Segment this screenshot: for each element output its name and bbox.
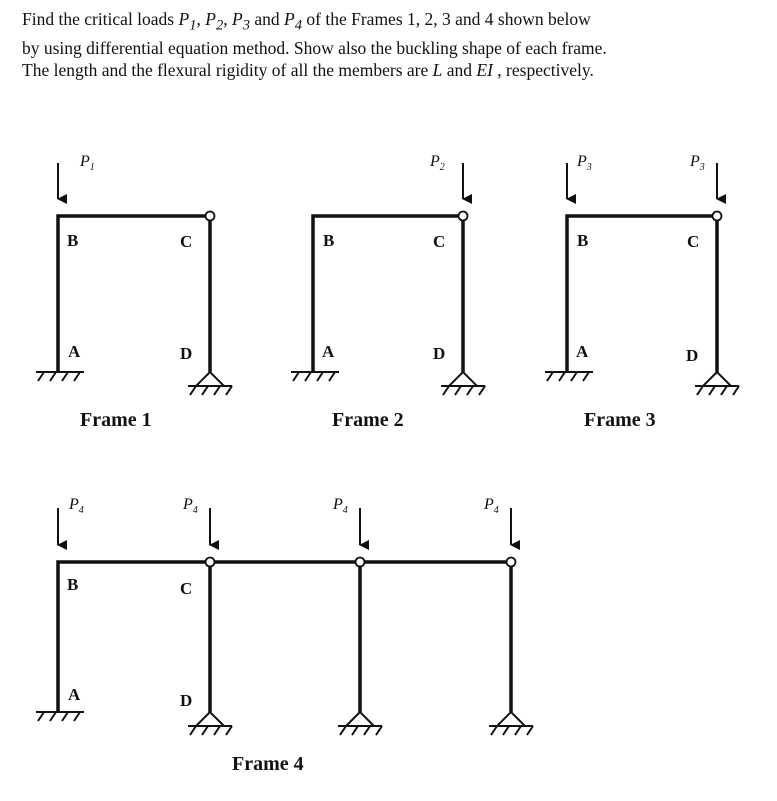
hinge-4 xyxy=(507,558,516,567)
node-c: C xyxy=(180,579,193,598)
load-label-p2: $P_2$ xyxy=(430,153,445,173)
node-a: A xyxy=(68,342,81,361)
node-a: A xyxy=(68,685,81,704)
node-c: C xyxy=(433,232,446,251)
fixed-support-a xyxy=(545,372,593,381)
pin-support-3 xyxy=(338,712,382,735)
load-label-p3-b: $P_3$ xyxy=(577,153,592,173)
node-b: B xyxy=(67,575,79,594)
fixed-support-a xyxy=(36,712,84,721)
frame-2 xyxy=(291,153,485,431)
node-d: D xyxy=(433,344,446,363)
problem-line-3: The length and the flexural rigidity of all the members are L and EI , respectively. xyxy=(22,59,594,80)
frame-4-beam xyxy=(58,562,511,712)
hinge-3 xyxy=(356,558,365,567)
frame-4-title: Frame 4 xyxy=(232,753,304,775)
fixed-support-a xyxy=(291,372,339,381)
fixed-support-a xyxy=(36,372,84,381)
load-label-p4-c: $P_4$ xyxy=(183,496,198,516)
node-c: C xyxy=(687,232,700,251)
node-a: A xyxy=(576,342,589,361)
load-label-p1: $P_1$ xyxy=(80,153,95,173)
node-d: D xyxy=(180,691,193,710)
pin-support-d xyxy=(441,372,485,395)
hinge-c xyxy=(206,212,215,221)
frame-3-title: Frame 3 xyxy=(584,409,656,431)
problem-line-1: Find the critical loads $P_1$, $P_2$, $P_3$ and $P_4$ of the Frames 1, 2, 3 and 4 shown below xyxy=(22,9,591,34)
hinge-c xyxy=(206,558,215,567)
hinge-c xyxy=(459,212,468,221)
frame-4 xyxy=(36,496,533,775)
frame-1 xyxy=(36,153,232,431)
node-a: A xyxy=(322,342,335,361)
pin-support-d xyxy=(695,372,739,395)
node-b: B xyxy=(323,231,335,250)
load-label-p3-c: $P_3$ xyxy=(690,153,705,173)
hinge-c xyxy=(713,212,722,221)
node-b: B xyxy=(577,231,589,250)
frame-1-title: Frame 1 xyxy=(80,409,152,431)
node-d: D xyxy=(686,346,699,365)
pin-support-d xyxy=(188,372,232,395)
frame-2-title: Frame 2 xyxy=(332,409,404,431)
load-label-p4-4: $P_4$ xyxy=(484,496,499,516)
pin-support-4 xyxy=(489,712,533,735)
node-b: B xyxy=(67,231,79,250)
load-label-p4-3: $P_4$ xyxy=(333,496,348,516)
load-label-p4-b: $P_4$ xyxy=(69,496,84,516)
frame-3 xyxy=(545,153,739,431)
problem-line-2: by using differential equation method. Show also the buckling shape of each frame. xyxy=(22,37,607,58)
pin-support-d xyxy=(188,712,232,735)
node-c: C xyxy=(180,232,193,251)
node-d: D xyxy=(180,344,193,363)
